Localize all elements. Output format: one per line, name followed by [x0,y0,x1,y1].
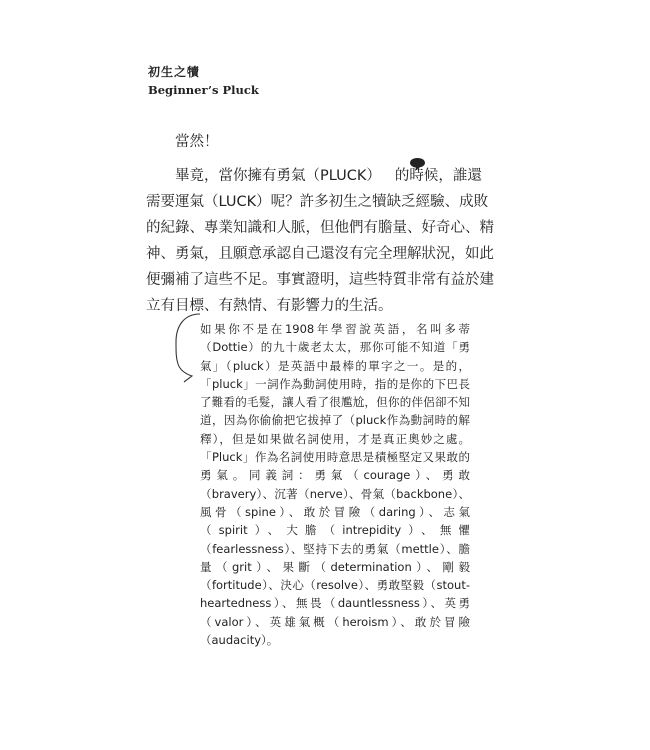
body-text [146,129,496,319]
paragraph-2-start: 畢竟，當你擁有勇氣（PLUCK） [175,168,381,184]
paragraph-1: 當然！ [175,134,219,150]
chapter-title-zh: 初生之犢 [148,65,201,79]
paragraph-2-rest: 的時候，誰還需要運氣（LUCK）呢？許多初生之犢缺乏經驗、成敗的紀錄、專業知識和人脈，但他們有膽量、好奇心、精神、勇氣，且願意承認自己還沒有完全理解狀況，如此便彌補了這些不足。事實證明，這些特質非常有益於建立有目標、有熱情、有影響力的生活。 [146,168,494,314]
paragraph-2 [146,155,496,319]
footnote-text: 如果你不是在1908年學習說英語，名叫多蒂（Dottie）的九十歲老太太，那你可能不知道「勇氣」（pluck）是英語中最棒的單字之一。是的，「pluck」一詞作為動詞使用時，指的是你的下巴長了難看的毛髮，讓人看了很尷尬，但你的伴侶卻不知道，因為你偷偷把它拔掉了（pluck作為動詞時的解釋），但是如果做名詞使用，才是真正奧妙之處。「Pluck」作為名詞使用時意思是積極堅定又果敢的勇氣。同義詞：勇氣（courage）、勇敢（bravery）、沉著（nerve）、骨氣（backbone）、風骨（spine）、敢於冒險（daring）、志氣（spirit）、大膽（intrepidity）、無懼（fearlessness）、堅持下去的勇氣（mettle）、膽量（grit）、果斷（determination）、剛毅（fortitude）、決心（resolve）、勇敢堅毅（stout-heartedness）、無畏（dauntlessness）、英勇（valor）、英雄氣概（heroism）、敢於冒險（audacity）。 [200,322,470,648]
chapter-title-en: Beginner’s Pluck [148,83,259,97]
chapter-header [148,63,259,98]
